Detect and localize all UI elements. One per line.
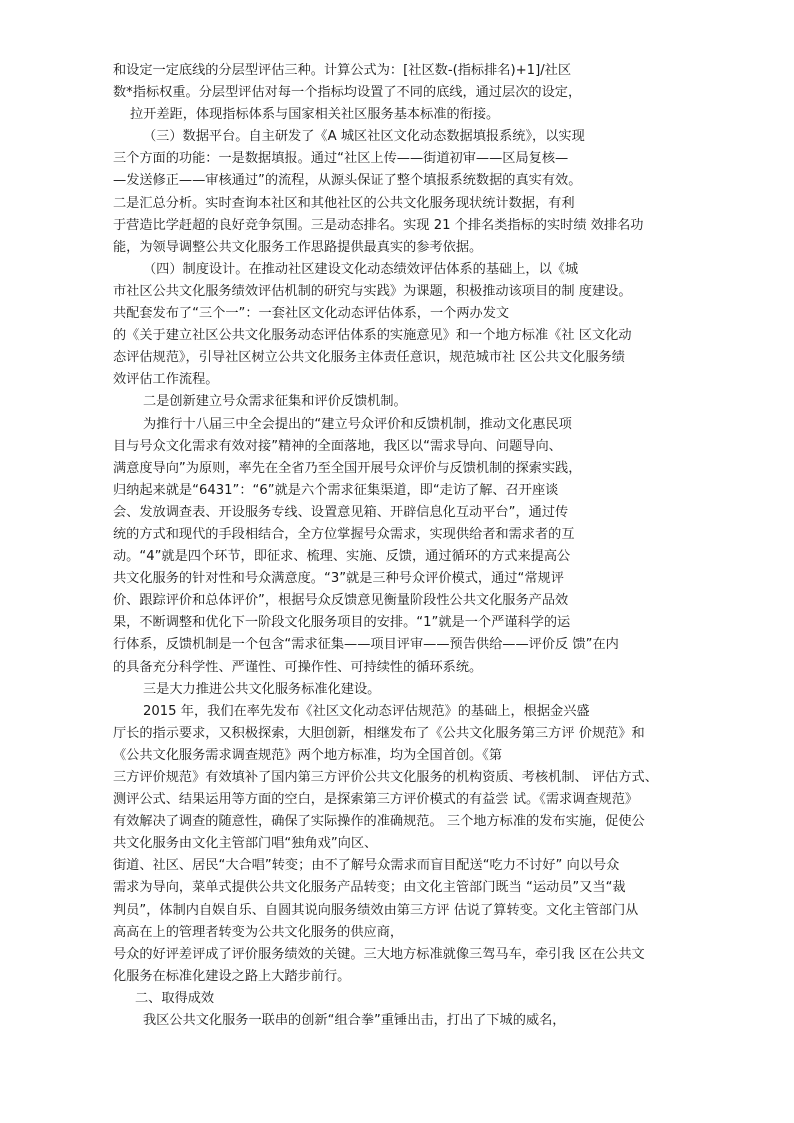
body-text	[113, 60, 693, 1032]
section-heading-data-platform: （三）数据平台。自主研发了《A 城区社区文化动态数据填报系统》，以实现	[143, 129, 585, 145]
text-line: 归纳起来就是“6431”：“6”就是六个需求征集渠道，即“走访了解、召开座谈	[113, 482, 559, 498]
text-line: 态评估规范》，引导社区树立公共文化服务主体责任意识，规范城市社 区公共文化服务绩	[113, 350, 625, 366]
text-line: 测评公式、结果运用等方面的空白，是探索第三方评价模式的有益尝 试。《需求调查规范》	[113, 792, 639, 808]
text-line: 拉开差距，体现指标体系与国家相关社区服务基本标准的衔接。	[130, 107, 500, 123]
text-line: 效评估工作流程。	[113, 372, 219, 388]
text-line: 二是汇总分析。实时查询本社区和其他社区的公共文化服务现状统计数据，有利	[113, 195, 575, 211]
text-line: 为推行十八届三中全会提出的“建立号众评价和反馈机制，推动文化惠民项	[143, 416, 572, 432]
text-line: 厅长的指示要求，又积极探索，大胆创新，相继发布了《公共文化服务第三方评 价规范》和	[113, 725, 645, 741]
text-line: 三个方面的功能：一是数据填报。通过“社区上传——街道初审——区局复核—	[113, 151, 569, 167]
text-line: 满意度导向”为原则，率先在全省乃至全国开展号众评价与反馈机制的探索实践，	[113, 460, 582, 476]
text-line: 化服务在标准化建设之路上大踏步前行。	[113, 968, 351, 984]
text-line: 《公共文化服务需求调查规范》两个地方标准，均为全国首创。《第	[113, 747, 503, 763]
text-line: 价、跟踪评价和总体评价”，根据号众反馈意见衡量阶段性公共文化服务产品效	[113, 593, 569, 609]
section-heading-feedback-mechanism: 二是创新建立号众需求征集和评价反馈机制。	[143, 394, 407, 410]
section-heading-results: 二、取得成效	[135, 990, 215, 1006]
text-line: 有效解决了调查的随意性，确保了实际操作的准确规范。 三个地方标准的发布实施，促使公	[113, 814, 645, 830]
text-line: 高高在上的管理者转变为公共文化服务的供应商，	[113, 924, 404, 940]
text-line: 于营造比学赶超的良好竞争氛围。三是动态排名。实现 21 个排名类指标的实时绩 效排名功	[113, 217, 644, 233]
text-line: 统的方式和现代的手段相结合，全方位掌握号众需求，实现供给者和需求者的互	[113, 526, 575, 542]
text-line: 动。“4”就是四个环节，即征求、梳理、实施、反馈，通过循环的方式来提高公	[113, 549, 571, 565]
text-line: 的具备充分科学性、严谨性、可操作性、可持续性的循环系统。	[113, 659, 483, 675]
text-line: 共文化服务由文化主管部门唱“独角戏”向区、	[113, 836, 378, 852]
text-line: 街道、社区、居民“大合唱”转变；由不了解号众需求而盲目配送“吃力不讨好” 向以号众	[113, 858, 620, 874]
text-line: 共文化服务的针对性和号众满意度。“3”就是三种号众评价模式，通过“常规评	[113, 571, 564, 587]
text-line: 能，为领导调整公共文化服务工作思路提供最真实的参考依据。	[113, 239, 483, 255]
text-line: 数*指标权重。分层型评估对每一个指标均设置了不同的底线，通过层次的设定，	[113, 85, 582, 101]
text-line: 行体系，反馈机制是一个包含“需求征集——项目评审——预告供给——评价反 馈”在内	[113, 637, 619, 653]
text-line: 目与号众文化需求有效对接”精神的全面落地，我区以“需求导向、问题导向、	[113, 438, 562, 454]
text-line: 三方评价规范》有效填补了国内第三方评价公共文化服务的机构资质、考核机制、 评估方式、	[113, 770, 658, 785]
text-line: 共配套发布了“三个一”：一套社区文化动态评估体系，一个两办发文	[113, 306, 510, 322]
text-line: 和设定一定底线的分层型评估三种。计算公式为：[社区数-(指标排名)+1]/社区	[113, 63, 572, 78]
text-line: 市社区公共文化服务绩效评估机制的研究与实践》为课题，积极推动该项目的制 度建设。	[113, 283, 632, 299]
text-line: 我区公共文化服务一联串的创新“组合拳”重锤出击，打出了下城的威名，	[143, 1013, 566, 1029]
text-line: 号众的好评差评成了评价服务绩效的关键。三大地方标准就像三驾马车，牵引我 区在公共文	[113, 946, 645, 962]
section-heading-standardization: 三是大力推进公共文化服务标准化建设。	[143, 681, 381, 697]
text-line: 会、发放调查表、开设服务专线、设置意见箱、开辟信息化互动平台”，通过传	[113, 504, 569, 520]
text-line: 需求为导向，菜单式提供公共文化服务产品转变；由文化主管部门既当 “运动员”又当“裁	[113, 880, 626, 896]
text-line: —发送修正——审核通过”的流程，从源头保证了整个填报系统数据的真实有效。	[113, 173, 582, 189]
text-line: 的《关于建立社区公共文化服务动态评估体系的实施意见》和一个地方标准《社 区文化动	[113, 328, 632, 344]
text-line: 判员”，体制内自娱自乐、自圆其说向服务绩效由第三方评 估说了算转变。文化主管部门从	[113, 902, 639, 918]
text-line: 果，不断调整和优化下一阶段文化服务项目的安排。“1”就是一个严谨科学的运	[113, 615, 571, 631]
text-line: 2015 年，我们在率先发布《社区文化动态评估规范》的基础上，根据金兴盛	[143, 703, 590, 719]
section-heading-system-design: （四）制度设计。在推动社区建设文化动态绩效评估体系的基础上，以《城	[143, 261, 579, 277]
